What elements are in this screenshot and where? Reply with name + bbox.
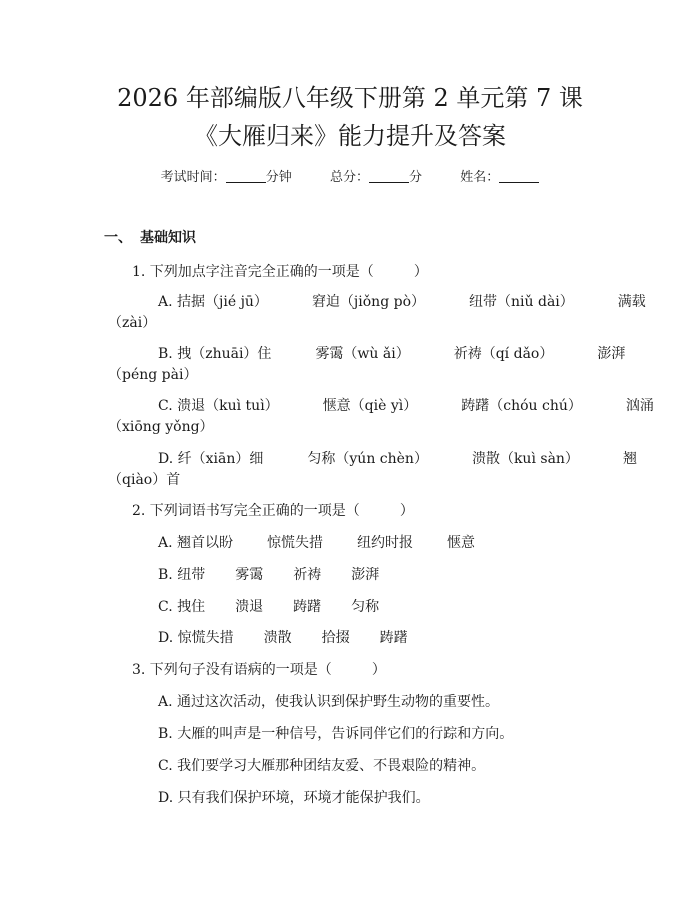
q2-option-d: D. 惊慌失措 溃散 拾掇 踌躇 — [158, 630, 408, 646]
q2-option-b: B. 纽带 雾霭 祈祷 澎湃 — [158, 567, 380, 583]
q1-option-b-cont: （péng pài） — [108, 367, 198, 383]
time-label: 考试时间： — [160, 170, 226, 185]
q1-option-c-cont: （xiōng yǒng） — [108, 419, 214, 435]
section-number: 一、 — [104, 230, 132, 246]
score-label: 总分： — [329, 170, 369, 185]
question-1-stem: 1. 下列加点字注音完全正确的一项是（ ） — [132, 264, 428, 280]
section-heading — [104, 228, 196, 248]
title-line-2: 《大雁归来》能力提升及答案 — [194, 122, 506, 150]
question-3-stem: 3. 下列句子没有语病的一项是（ ） — [132, 662, 386, 678]
q2-option-a: A. 翘首以盼 惊慌失措 纽约时报 惬意 — [158, 535, 476, 551]
score-unit: 分 — [409, 170, 423, 185]
exam-info — [0, 168, 700, 188]
q3-option-c: C. 我们要学习大雁那种团结友爱、不畏艰险的精神。 — [158, 758, 486, 774]
q1-option-d: D. 纤（xiān）细 匀称（yún chèn） 溃散（kuì sàn） 翘 — [158, 451, 637, 467]
title-line-1: 2026 年部编版八年级下册第 2 单元第 7 课 — [117, 84, 583, 112]
q1-option-d-cont: （qiào）首 — [108, 472, 181, 488]
q2-option-c: C. 拽住 溃退 踌躇 匀称 — [158, 599, 380, 615]
question-2-stem: 2. 下列词语书写完全正确的一项是（ ） — [132, 503, 414, 519]
q1-option-a-cont: （zài） — [108, 315, 157, 331]
name-blank[interactable] — [499, 168, 539, 183]
q1-option-c: C. 溃退（kuì tuì） 惬意（qiè yì） 踌躇（chóu chú） 汹涌 — [158, 398, 654, 414]
q3-option-d: D. 只有我们保护环境，环境才能保护我们。 — [158, 790, 430, 806]
time-blank[interactable] — [226, 168, 266, 183]
q3-option-b: B. 大雁的叫声是一种信号，告诉同伴它们的行踪和方向。 — [158, 726, 514, 742]
section-title: 基础知识 — [140, 230, 196, 246]
q3-option-a: A. 通过这次活动，使我认识到保护野生动物的重要性。 — [158, 694, 500, 710]
time-unit: 分钟 — [265, 170, 292, 185]
name-label: 姓名： — [460, 170, 500, 185]
q1-option-b: B. 拽（zhuāi）住 雾霭（wù ǎi） 祈祷（qí dǎo） 澎湃 — [158, 346, 626, 362]
score-blank[interactable] — [369, 168, 409, 183]
q1-option-a: A. 拮据（jié jū） 窘迫（jiǒng pò） 纽带（niǔ dài） 满载 — [158, 294, 646, 310]
